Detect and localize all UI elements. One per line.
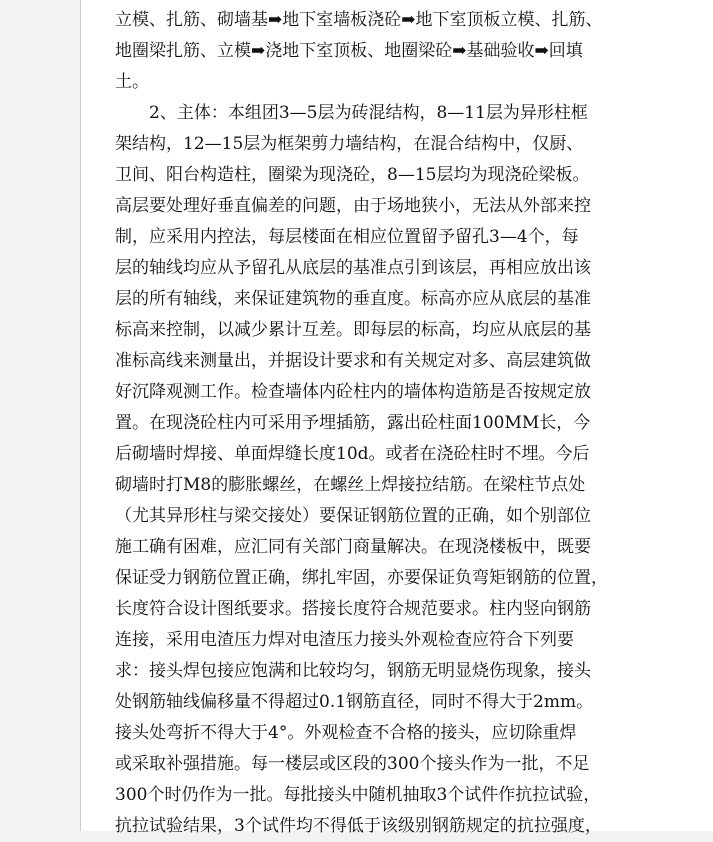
text-line: 长度符合设计图纸要求。搭接长度符合规范要求。柱内竖向钢筋 [115, 599, 591, 619]
text-line: 架结构，12—15层为框架剪力墙结构，在混合结构中，仅厨、 [115, 134, 584, 154]
text-line: 或采取补强措施。每一楼层或区段的300个接头作为一批，不足 [115, 754, 590, 774]
text-line: 处钢筋轴线偏移量不得超过0.1钢筋直径，同时不得大于2mm。 [115, 692, 594, 712]
text-line: 标高来控制，以减少累计互差。即每层的标高，均应从底层的基 [115, 320, 591, 340]
text-line: 后砌墙时焊接、单面焊缝长度10d。或者在浇砼柱时不埋。今后 [115, 444, 590, 464]
paragraph-start-line: 2、主体：本组团3—5层为砖混结构，8—11层为异形柱框 [149, 103, 588, 123]
text-line: 层的轴线均应从予留孔从底层的基准点引到该层，再相应放出该 [115, 258, 591, 278]
text-line: 置。在现浇砼柱内可采用予埋插筋，露出砼柱面100MM长，今 [115, 413, 591, 433]
text-line: 接头处弯折不得大于4°。外观检查不合格的接头，应切除重焊 [115, 723, 577, 743]
text-line: 层的所有轴线，来保证建筑物的垂直度。标高亦应从底层的基准 [115, 289, 591, 309]
text-line: 保证受力钢筋位置正确，绑扎牢固，亦要保证负弯矩钢筋的位置， [115, 568, 608, 588]
text-line: 卫间、阳台构造柱，圈梁为现浇砼，8—15层均为现浇砼梁板。 [115, 165, 590, 185]
document-body [115, 5, 610, 842]
text-line: 求：接头焊包接应饱满和比较均匀，钢筋无明显烧伤现象，接头 [115, 661, 591, 681]
text-line: 制，应采用内控法，每层楼面在相应位置留予留孔3—4个，每 [115, 227, 579, 247]
text-line: 连接，采用电渣压力焊对电渣压力接头外观检查应符合下列要 [115, 630, 574, 650]
text-line: 地圈梁扎筋、立模➡浇地下室顶板、地圈梁砼➡基础验收➡回填 [115, 41, 583, 61]
text-line: 准标高线来测量出，并据设计要求和有关规定对多、高层建筑做 [115, 351, 591, 371]
text-line: 抗拉试验结果，3个试件均不得低于该级别钢筋规定的抗拉强度， [115, 816, 602, 836]
text-line: 施工确有困难，应汇同有关部门商量解决。在现浇楼板中，既要 [115, 537, 591, 557]
text-line: 立模、扎筋、砌墙基➡地下室墙板浇砼➡地下室顶板立模、扎筋、 [115, 10, 603, 30]
text-line: 好沉降观测工作。检查墙体内砼柱内的墙体构造筋是否按规定放 [115, 382, 591, 402]
text-line: （尤其异形柱与梁交接处）要保证钢筋位置的正确，如个别部位 [115, 506, 591, 526]
text-line: 300个时仍作为一批。每批接头中随机抽取3个试件作抗拉试验， [115, 785, 601, 805]
text-line: 土。 [115, 72, 149, 92]
text-line: 高层要处理好垂直偏差的问题，由于场地狭小，无法从外部来控 [115, 196, 591, 216]
text-line: 砌墙时打M8的膨胀螺丝，在螺丝上焊接拉结筋。在梁柱节点处 [115, 475, 586, 495]
